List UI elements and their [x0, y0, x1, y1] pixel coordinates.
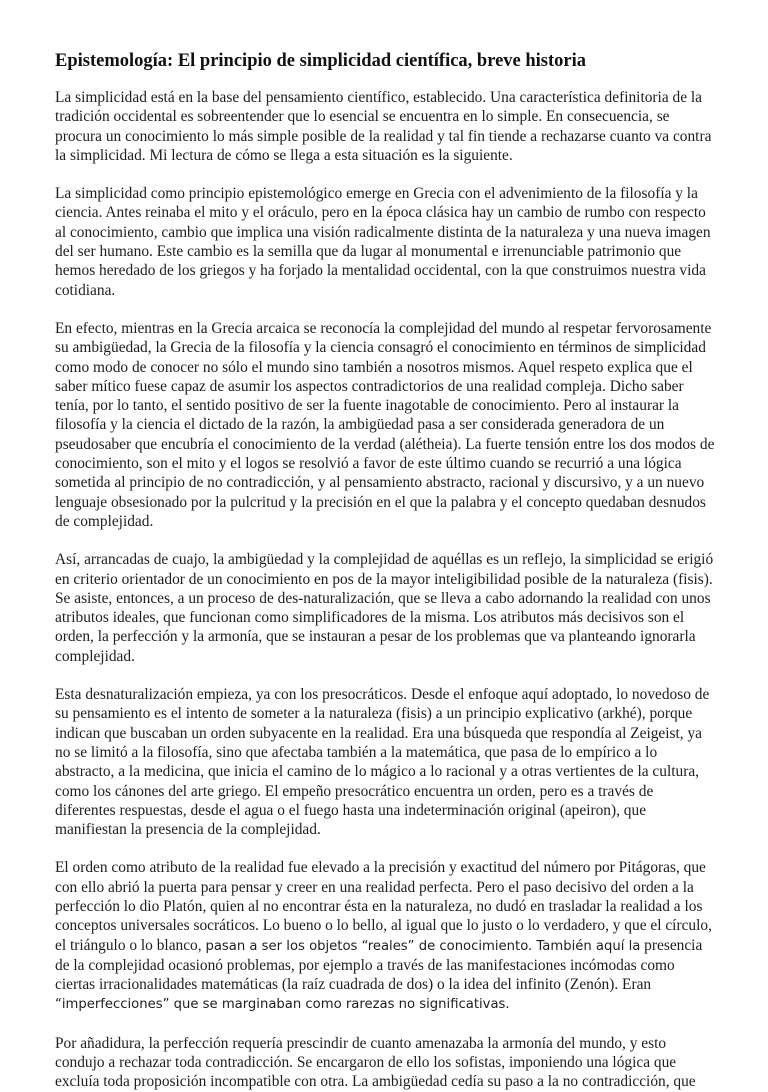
paragraph-6-text-c: presencia de la complejidad ocasionó problemas, por ejemplo a través de las manifestaciones incómodas como ciertas irracionalidades matemáticas (la raíz cuadrada de dos) o la idea del infinito (Zenón). Eran — [55, 936, 703, 994]
paragraph-7: Por añadidura, la perfección requería prescindir de cuanto amenazaba la armonía del mundo, y esto condujo a rechazar toda contradicción. Se encargaron de ello los sofistas, imponiendo una lógica que excluía toda proposición incompatible con otra. La ambigüedad cedía su paso a la no contradicción, que — [55, 1034, 696, 1091]
paragraph-6 — [55, 858, 716, 1014]
paragraph-6-text-b: pasan a ser los objetos “reales” de conocimiento. También aquí la — [205, 938, 641, 954]
paragraph-4: Así, arrancadas de cuajo, la ambigüedad y la complejidad de aquéllas es un reflejo, la simplicidad se erigió en criterio orientador de un conocimiento en pos de la mayor inteligibilidad posible de la naturaleza (fisis). Se asiste, entonces, a un proceso de des-naturalización, que se lleva a cabo adornando la realidad con unos atributos ideales, que funcionan como simplificadores de la misma. Los atributos más decisivos son el orden, la perfección y la armonía, que se instauran a pesar de los problemas que va planteando ignorarla complejidad. — [55, 551, 714, 665]
document-title: Epistemología: El principio de simplicidad científica, breve historia — [55, 51, 587, 71]
paragraph-6-text-d: “imperfecciones” que se marginaban como rarezas no significativas. — [55, 997, 510, 1013]
paragraph-3: En efecto, mientras en la Grecia arcaica se reconocía la complejidad del mundo al respetar fervorosamente su ambigüedad, la Grecia de la filosofía y la ciencia consagró el conocimiento en términos de simplicidad como modo de conocer no sólo el mundo sino también a nosotros mismos. Aquel respeto explica que el saber mítico fuese capaz de asumir los aspectos contradictorios de una realidad compleja. Dicho saber tenía, por lo tanto, el sentido positivo de ser la fuente inagotable de conocimiento. Pero al instaurar la filosofía y la ciencia el dictado de la razón, la ambigüedad pasa a ser considerada generadora de un pseudosaber que encubría el conocimiento de la verdad (alétheia). La fuerte tensión entre los dos modos de conocimiento, son el mito y el logos se resolvió a favor de este último cuando se recurrió a una lógica sometida al principio de no contradicción, y al pensamiento abstracto, racional y discursivo, y a un nuevo lenguaje obsesionado por la pulcritud y la precisión en el que la palabra y el concepto quedaban desnudos de complejidad. — [55, 319, 715, 530]
paragraph-2: La simplicidad como principio epistemológico emerge en Grecia con el advenimiento de la filosofía y la ciencia. Antes reinaba el mito y el oráculo, pero en la época clásica hay un cambio de rumbo con respecto al conocimiento, cambio que implica una visión radicalmente distinta de la naturaleza y una nueva imagen del ser humano. Este cambio es la semilla que da lugar al monumental e irrenunciable patrimonio que hemos heredado de los griegos y ha forjado la mentalidad occidental, con la que construimos nuestra vida cotidiana. — [55, 185, 711, 299]
paragraph-6-text-a: El orden como atributo de la realidad fue elevado a la precisión y exactitud del número por Pitágoras, que con ello abrió la puerta para pensar y creer en una realidad perfecta. Pero el paso decisivo del orden a la perfección lo dio Platón, quien al no encontrar ésta en la naturaleza, no dudó en trasladar la realidad a los conceptos universales socráticos. Lo bueno o lo bello, al igual que lo justo o lo verdadero, y que el círculo, el triángulo o lo blanco, — [55, 859, 712, 954]
paragraph-1: La simplicidad está en la base del pensamiento científico, establecido. Una característica definitoria de la tradición occidental es sobreentender que lo esencial se encuentra en lo simple. En consecuencia, se procura un conocimiento lo más simple posible de la realidad y tal fin tiende a rechazarse cuanto va contra la simplicidad. Mi lectura de cómo se llega a esta situación es la siguiente. — [55, 89, 712, 164]
paragraph-5: Esta desnaturalización empieza, ya con los presocráticos. Desde el enfoque aquí adoptado, lo novedoso de su pensamiento es el intento de someter a la naturaleza (fisis) a un principio explicativo (arkhé), porque indican que buscaban un orden subyacente en la realidad. Era una búsqueda que respondía al Zeigeist, ya no se limitó a la filosofía, sino que afectaba también a la matemática, que pasa de lo empírico a lo abstracto, a la medicina, que inicia el camino de lo mágico a lo racional y a otras vertientes de la cultura, como los cánones del arte griego. El empeño presocrático encuentra un orden, pero es a través de diferentes respuestas, desde el agua o el fuego hasta una indeterminación original (apeiron), que manifiestan la presencia de la complejidad. — [55, 686, 710, 839]
